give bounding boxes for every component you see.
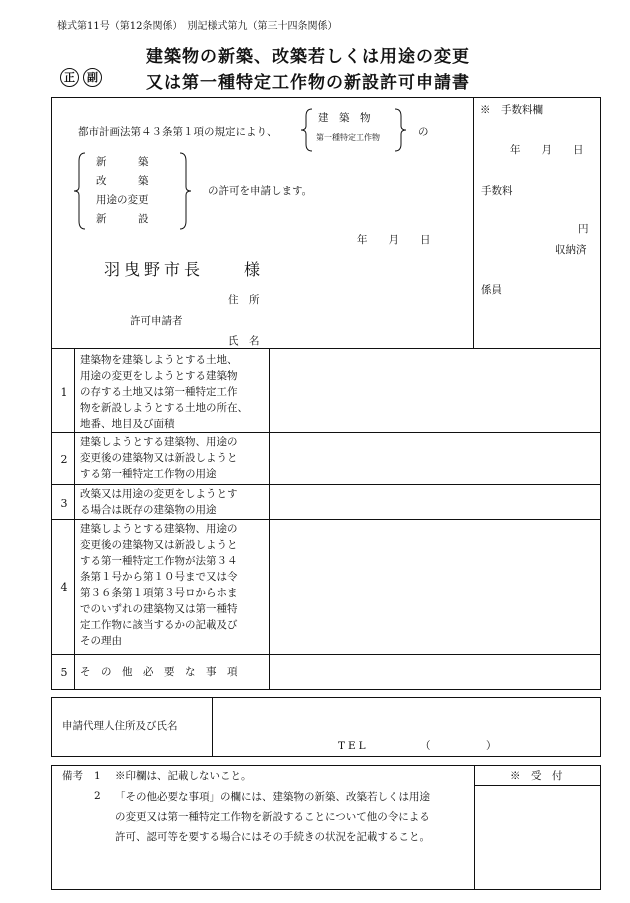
law-prefix: 都市計画法第４３条第１項の規定により、	[78, 126, 278, 138]
row-rule-1	[52, 432, 600, 433]
object-brace-left	[300, 108, 314, 152]
agent-input[interactable]	[216, 700, 596, 736]
note-2-number: 2	[94, 790, 101, 802]
row-rule-4	[52, 654, 600, 655]
row-rule-2	[52, 484, 600, 485]
title-line-2: 又は第一種特定工作物の新設許可申請書	[146, 73, 470, 93]
object-option-building: 建 築 物	[318, 112, 371, 124]
object-brace-right	[393, 108, 407, 152]
agent-divider	[212, 698, 213, 756]
row-2-label: 建築しようとする建築物、用途の 変更後の建築物又は新設しようと する第一種特定工作物の用途	[80, 436, 238, 480]
row-5-value[interactable]	[272, 657, 597, 687]
receipt-heading-rule	[475, 785, 600, 786]
row-3-value[interactable]	[272, 487, 597, 517]
actions-brace-right	[178, 152, 192, 230]
row-3-label: 改築又は用途の変更をしようとす る場合は既存の建築物の用途	[80, 488, 238, 516]
tel-label: TEL	[338, 740, 369, 752]
tel-open-paren: （	[420, 740, 431, 752]
name-label: 氏 名	[228, 335, 260, 347]
row-4-label: 建築しようとする建築物、用途の 変更後の建築物又は新設しようと する第一種特定工作物が法第３４ 条第１号から第１０号まで又は令 第３６条第１項第３号ロからホま でのいずれの建築物又は第一種特 定工作物に該当するかの記載及び その理由	[80, 523, 238, 647]
note-1-text: ※印欄は、記載しないこと。	[115, 770, 252, 782]
action-new-build: 新 築	[96, 156, 149, 168]
title-line-1: 建築物の新築、改築若しくは用途の変更	[146, 47, 470, 67]
stamp-sei: 正	[60, 68, 79, 87]
row-1-number: 1	[60, 386, 68, 399]
row-4-value[interactable]	[272, 522, 597, 652]
row-5-number: 5	[60, 666, 68, 679]
address-label: 住 所	[228, 294, 260, 306]
actions-brace-left	[73, 152, 87, 230]
tel-close-paren: ）	[486, 740, 497, 752]
actions-suffix: の許可を申請します。	[208, 185, 313, 197]
object-suffix: の	[418, 126, 429, 138]
row-1-value[interactable]	[272, 352, 597, 430]
stamp-fuku: 副	[83, 68, 102, 87]
application-date: 年 月 日	[357, 234, 431, 246]
row-4-number: 4	[60, 581, 68, 594]
fee-date: 年 月 日	[510, 144, 584, 156]
row-3-number: 3	[60, 497, 68, 510]
object-option-structure: 第一種特定工作物	[316, 133, 380, 142]
fee-receipt: 収納済	[555, 244, 587, 256]
action-change-use: 用途の変更	[96, 194, 149, 206]
row-rule-3	[52, 519, 600, 520]
addressee: 羽曳野市長 様	[104, 260, 265, 279]
note-1-number: 1	[94, 770, 101, 782]
fee-label: 手数料	[481, 185, 513, 197]
form-number-label: 様式第11号（第12条関係） 別記様式第九（第三十四条関係）	[57, 21, 338, 32]
row-1-label: 建築物を建築しようとする土地、 用途の変更をしようとする建築物 の存する土地又は第一種特定工作 物を新設しようとする土地の所在、 地番、地目及び面積	[80, 354, 248, 430]
receipt-heading: ※ 受 付	[510, 770, 563, 782]
applicant-label: 許可申請者	[130, 315, 183, 327]
action-new-install: 新 設	[96, 213, 149, 225]
row-2-number: 2	[60, 453, 68, 466]
fee-heading: ※ 手数料欄	[480, 104, 543, 116]
note-2-text: 「その他必要な事項」の欄には、建築物の新築、改築若しくは用途 の変更又は第一種特定工作物を新設することについて他の令による 許可、認可等を要する場合にはその手続きの状況を記載すること。	[115, 791, 430, 843]
row-2-value[interactable]	[272, 435, 597, 482]
agent-label: 申請代理人住所及び氏名	[62, 720, 178, 732]
fee-yen: 円	[578, 223, 589, 235]
fee-clerk: 係員	[481, 284, 502, 296]
header-bottom-rule	[52, 348, 600, 349]
action-rebuild: 改 築	[96, 175, 149, 187]
row-5-label: そ の 他 必 要 な 事 項	[80, 666, 238, 678]
notes-label: 備考	[62, 770, 83, 782]
fee-panel-divider	[473, 98, 474, 348]
